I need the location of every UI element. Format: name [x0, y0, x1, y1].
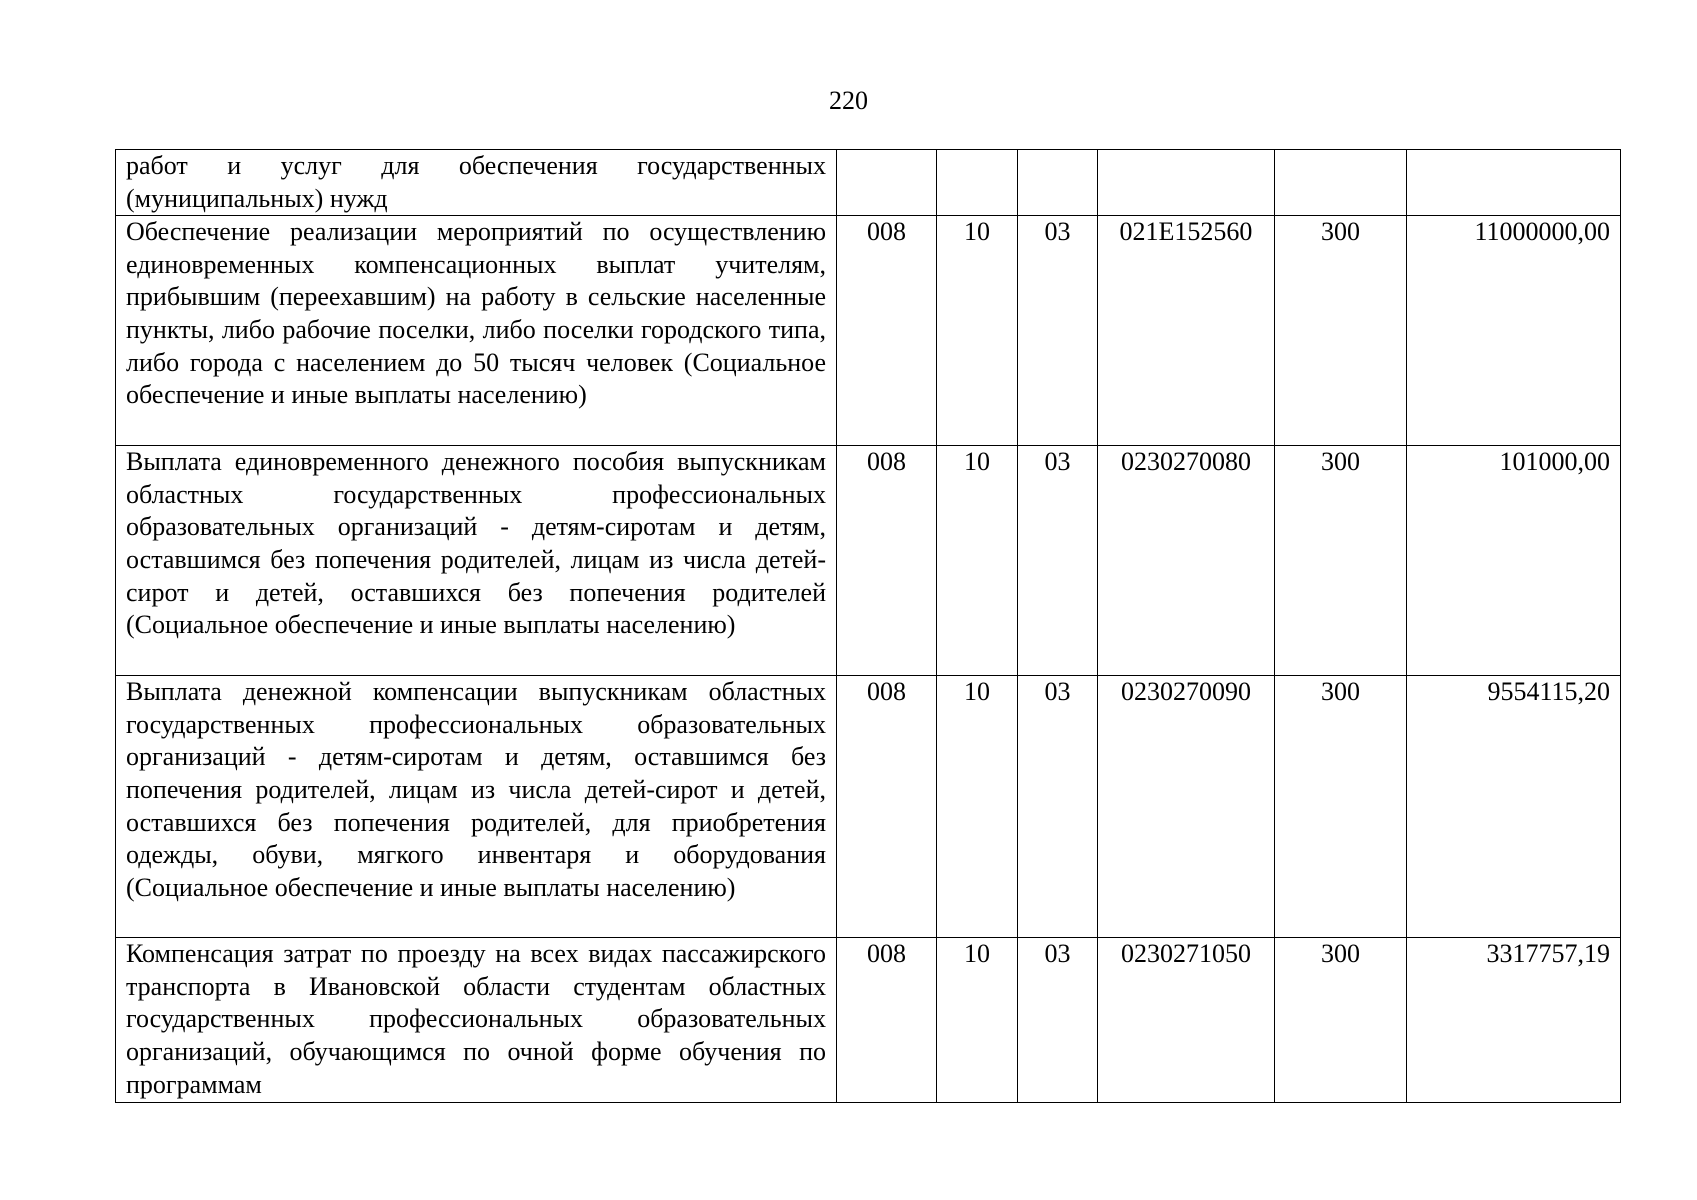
row-description: Компенсация затрат по проезду на всех видах пассажирского транспорта в Ивановской области студентам областных государственных профессиональных образовательных организаций, обучающимся по очной форме обучения по программам	[116, 938, 837, 1103]
target-article-cell: 0230270090	[1098, 676, 1275, 938]
table-row	[116, 938, 1621, 1103]
expense-type-cell: 300	[1275, 216, 1407, 446]
ministry-code-cell	[837, 150, 937, 216]
page-number: 220	[829, 86, 868, 115]
section-code-cell: 10	[937, 676, 1018, 938]
table-row	[116, 150, 1621, 216]
section-code-cell: 10	[937, 216, 1018, 446]
table-row	[116, 446, 1621, 676]
expense-type-cell: 300	[1275, 676, 1407, 938]
subsection-code-cell: 03	[1018, 446, 1098, 676]
target-article-cell	[1098, 150, 1275, 216]
row-description: работ и услуг для обеспечения государственных (муниципальных) нужд	[116, 150, 837, 216]
section-code-cell	[937, 150, 1018, 216]
expense-type-cell: 300	[1275, 446, 1407, 676]
subsection-code-cell: 03	[1018, 938, 1098, 1103]
row-description: Обеспечение реализации мероприятий по осуществлению единовременных компенсационных выплат учителям, прибывшим (переехавшим) на работу в сельские населенные пункты, либо рабочие поселки, либо поселки городского типа, либо города с населением до 50 тысяч человек (Социальное обеспечение и иные выплаты населению)	[116, 216, 837, 446]
budget-table	[115, 149, 1621, 1103]
amount-cell: 3317757,19	[1407, 938, 1621, 1103]
amount-cell: 11000000,00	[1407, 216, 1621, 446]
ministry-code-cell: 008	[837, 676, 937, 938]
table-row	[116, 216, 1621, 446]
row-description: Выплата единовременного денежного пособия выпускникам областных государственных профессиональных образовательных организаций - детям-сиротам и детям, оставшимся без попечения родителей, лицам из числа детей-сирот и детей, оставшихся без попечения родителей (Социальное обеспечение и иные выплаты населению)	[116, 446, 837, 676]
subsection-code-cell: 03	[1018, 676, 1098, 938]
subsection-code-cell	[1018, 150, 1098, 216]
expense-type-cell: 300	[1275, 938, 1407, 1103]
target-article-cell: 0230271050	[1098, 938, 1275, 1103]
expense-type-cell	[1275, 150, 1407, 216]
ministry-code-cell: 008	[837, 938, 937, 1103]
table-row	[116, 676, 1621, 938]
ministry-code-cell: 008	[837, 446, 937, 676]
row-description: Выплата денежной компенсации выпускникам областных государственных профессиональных образовательных организаций - детям-сиротам и детям, оставшимся без попечения родителей, лицам из числа детей-сирот и детей, оставшихся без попечения родителей, для приобретения одежды, обуви, мягкого инвентаря и оборудования (Социальное обеспечение и иные выплаты населению)	[116, 676, 837, 938]
amount-cell: 101000,00	[1407, 446, 1621, 676]
ministry-code-cell: 008	[837, 216, 937, 446]
amount-cell	[1407, 150, 1621, 216]
amount-cell: 9554115,20	[1407, 676, 1621, 938]
section-code-cell: 10	[937, 938, 1018, 1103]
subsection-code-cell: 03	[1018, 216, 1098, 446]
target-article-cell: 0230270080	[1098, 446, 1275, 676]
target-article-cell: 021Е152560	[1098, 216, 1275, 446]
section-code-cell: 10	[937, 446, 1018, 676]
